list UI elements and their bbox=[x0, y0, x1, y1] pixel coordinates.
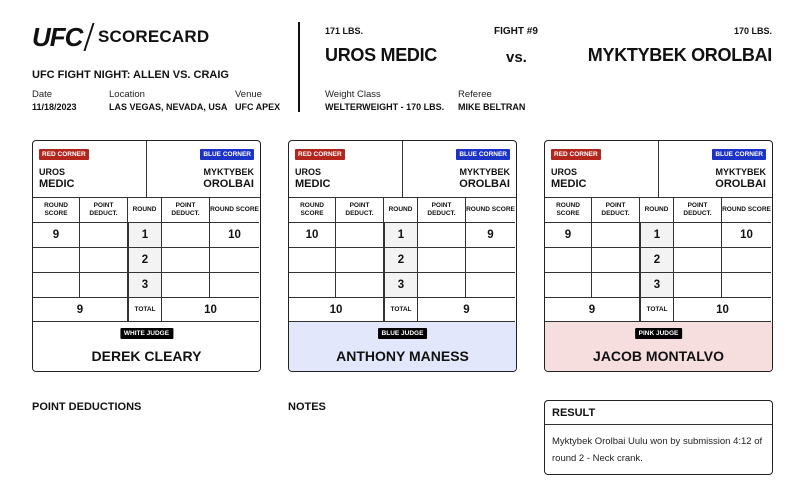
round-number: 3 bbox=[384, 273, 418, 298]
red-fighter-name: UROS MEDIC bbox=[325, 45, 438, 65]
blue-total-score: 10 bbox=[674, 298, 771, 322]
red-round-score bbox=[545, 248, 592, 273]
blue-round-score bbox=[722, 248, 771, 273]
red-total-score: 9 bbox=[545, 298, 640, 322]
red-fighter-first: UROS bbox=[295, 167, 322, 177]
red-point-deduct-header: POINT DEDUCT. bbox=[592, 198, 640, 223]
blue-round-score-header: ROUND SCORE bbox=[210, 198, 259, 223]
logo-divider bbox=[84, 23, 95, 51]
judge-panel bbox=[545, 322, 772, 372]
blue-point-deduct bbox=[674, 248, 722, 273]
weight-class-label: Weight Class bbox=[325, 89, 381, 100]
red-point-deduct bbox=[80, 273, 128, 298]
notes-heading: NOTES bbox=[288, 401, 326, 413]
red-corner-badge: RED CORNER bbox=[39, 149, 89, 160]
judge-scorecard bbox=[288, 140, 517, 372]
blue-round-score bbox=[722, 273, 771, 298]
red-corner-panel bbox=[33, 141, 147, 197]
judge-name: DEREK CLEARY bbox=[91, 348, 202, 364]
blue-fighter-first: MYKTYBEK bbox=[203, 167, 254, 177]
red-round-score-header: ROUND SCORE bbox=[545, 198, 592, 223]
blue-round-score-header: ROUND SCORE bbox=[722, 198, 771, 223]
location-value: LAS VEGAS, NEVADA, USA bbox=[109, 102, 228, 112]
blue-corner-badge: BLUE CORNER bbox=[200, 149, 254, 160]
red-fighter-last: MEDIC bbox=[295, 178, 331, 190]
red-point-deduct bbox=[592, 273, 640, 298]
blue-point-deduct-header: POINT DEDUCT. bbox=[418, 198, 466, 223]
red-corner-panel bbox=[545, 141, 659, 197]
judge-color-badge: WHITE JUDGE bbox=[120, 328, 173, 339]
round-number: 2 bbox=[384, 248, 418, 273]
blue-round-score-header: ROUND SCORE bbox=[466, 198, 515, 223]
blue-fighter-last: OROLBAI bbox=[203, 178, 254, 190]
header-divider bbox=[298, 22, 300, 112]
red-round-score: 10 bbox=[289, 223, 336, 248]
round-number: 2 bbox=[128, 248, 162, 273]
blue-corner-panel bbox=[659, 141, 773, 197]
red-fighter-first: UROS bbox=[39, 167, 66, 177]
blue-point-deduct bbox=[418, 273, 466, 298]
blue-total-score: 9 bbox=[418, 298, 515, 322]
round-number: 3 bbox=[128, 273, 162, 298]
round-number: 1 bbox=[384, 223, 418, 248]
blue-fighter-last: OROLBAI bbox=[459, 178, 510, 190]
round-header: ROUND bbox=[384, 198, 418, 223]
red-round-score: 9 bbox=[545, 223, 592, 248]
blue-point-deduct-header: POINT DEDUCT. bbox=[162, 198, 210, 223]
red-fighter-last: MEDIC bbox=[551, 178, 587, 190]
red-corner-badge: RED CORNER bbox=[551, 149, 601, 160]
red-round-score-header: ROUND SCORE bbox=[289, 198, 336, 223]
blue-fighter-first: MYKTYBEK bbox=[459, 167, 510, 177]
blue-point-deduct bbox=[162, 223, 210, 248]
blue-point-deduct bbox=[162, 273, 210, 298]
red-point-deduct bbox=[336, 273, 384, 298]
judge-color-badge: BLUE JUDGE bbox=[378, 328, 428, 339]
red-point-deduct-header: POINT DEDUCT. bbox=[80, 198, 128, 223]
fight-number: FIGHT #9 bbox=[494, 26, 538, 37]
blue-corner-badge: BLUE CORNER bbox=[456, 149, 510, 160]
ufc-wordmark: UFC bbox=[32, 21, 83, 52]
blue-point-deduct bbox=[162, 248, 210, 273]
blue-fighter-last: OROLBAI bbox=[715, 178, 766, 190]
red-round-score: 9 bbox=[33, 223, 80, 248]
total-label: TOTAL bbox=[384, 298, 418, 322]
blue-round-score bbox=[210, 248, 259, 273]
red-corner-badge: RED CORNER bbox=[295, 149, 345, 160]
red-total-score: 10 bbox=[289, 298, 384, 322]
judge-name: ANTHONY MANESS bbox=[336, 348, 469, 364]
total-label: TOTAL bbox=[128, 298, 162, 322]
location-label: Location bbox=[109, 89, 145, 100]
red-point-deduct bbox=[80, 223, 128, 248]
red-total-score: 9 bbox=[33, 298, 128, 322]
corner-row bbox=[545, 141, 772, 198]
judge-panel bbox=[289, 322, 516, 372]
referee-value: MIKE BELTRAN bbox=[458, 102, 526, 112]
blue-corner-panel bbox=[403, 141, 517, 197]
blue-fighter-first: MYKTYBEK bbox=[715, 167, 766, 177]
blue-point-deduct bbox=[674, 273, 722, 298]
red-round-score bbox=[289, 273, 336, 298]
red-weight: 171 LBS. bbox=[325, 26, 364, 36]
red-point-deduct bbox=[592, 248, 640, 273]
red-point-deduct bbox=[80, 248, 128, 273]
judge-scorecard bbox=[544, 140, 773, 372]
round-number: 1 bbox=[640, 223, 674, 248]
date-value: 11/18/2023 bbox=[32, 102, 77, 112]
round-header: ROUND bbox=[640, 198, 674, 223]
round-number: 3 bbox=[640, 273, 674, 298]
venue-label: Venue bbox=[235, 89, 262, 100]
point-deductions-heading: POINT DEDUCTIONS bbox=[32, 401, 142, 413]
red-round-score-header: ROUND SCORE bbox=[33, 198, 80, 223]
blue-point-deduct-header: POINT DEDUCT. bbox=[674, 198, 722, 223]
result-heading: RESULT bbox=[545, 401, 772, 425]
ufc-logo bbox=[32, 22, 209, 52]
venue-value: UFC APEX bbox=[235, 102, 281, 112]
judge-color-badge: PINK JUDGE bbox=[635, 328, 683, 339]
vs-label: vs. bbox=[506, 49, 527, 66]
round-header: ROUND bbox=[128, 198, 162, 223]
scorecard-title: SCORECARD bbox=[97, 27, 210, 46]
referee-label: Referee bbox=[458, 89, 492, 100]
red-point-deduct bbox=[592, 223, 640, 248]
round-number: 2 bbox=[640, 248, 674, 273]
red-fighter-first: UROS bbox=[551, 167, 578, 177]
blue-total-score: 10 bbox=[162, 298, 259, 322]
red-round-score bbox=[545, 273, 592, 298]
blue-point-deduct bbox=[418, 223, 466, 248]
red-point-deduct-header: POINT DEDUCT. bbox=[336, 198, 384, 223]
red-point-deduct bbox=[336, 248, 384, 273]
date-label: Date bbox=[32, 89, 53, 100]
result-box bbox=[544, 400, 773, 475]
blue-round-score bbox=[210, 273, 259, 298]
blue-point-deduct bbox=[674, 223, 722, 248]
judge-scorecard bbox=[32, 140, 261, 372]
red-round-score bbox=[33, 248, 80, 273]
blue-weight: 170 LBS. bbox=[733, 26, 772, 36]
red-fighter-last: MEDIC bbox=[39, 178, 75, 190]
red-round-score bbox=[33, 273, 80, 298]
blue-round-score bbox=[466, 248, 515, 273]
red-corner-panel bbox=[289, 141, 403, 197]
blue-round-score bbox=[466, 273, 515, 298]
event-name: UFC FIGHT NIGHT: ALLEN VS. CRAIG bbox=[32, 69, 229, 81]
judge-panel bbox=[33, 322, 260, 372]
blue-corner-badge: BLUE CORNER bbox=[712, 149, 766, 160]
red-round-score bbox=[289, 248, 336, 273]
corner-row bbox=[289, 141, 516, 198]
corner-row bbox=[33, 141, 260, 198]
red-point-deduct bbox=[336, 223, 384, 248]
weight-class-value: WELTERWEIGHT - 170 LBS. bbox=[325, 102, 445, 112]
round-number: 1 bbox=[128, 223, 162, 248]
blue-corner-panel bbox=[147, 141, 261, 197]
blue-round-score: 10 bbox=[210, 223, 259, 248]
blue-point-deduct bbox=[418, 248, 466, 273]
result-text: Myktybek Orolbai Uulu won by submission 4:12 of round 2 - Neck crank. bbox=[552, 436, 763, 464]
blue-round-score: 9 bbox=[466, 223, 515, 248]
blue-fighter-name: MYKTYBEK OROLBAI bbox=[587, 45, 772, 65]
total-label: TOTAL bbox=[640, 298, 674, 322]
judge-name: JACOB MONTALVO bbox=[593, 348, 724, 364]
blue-round-score: 10 bbox=[722, 223, 771, 248]
